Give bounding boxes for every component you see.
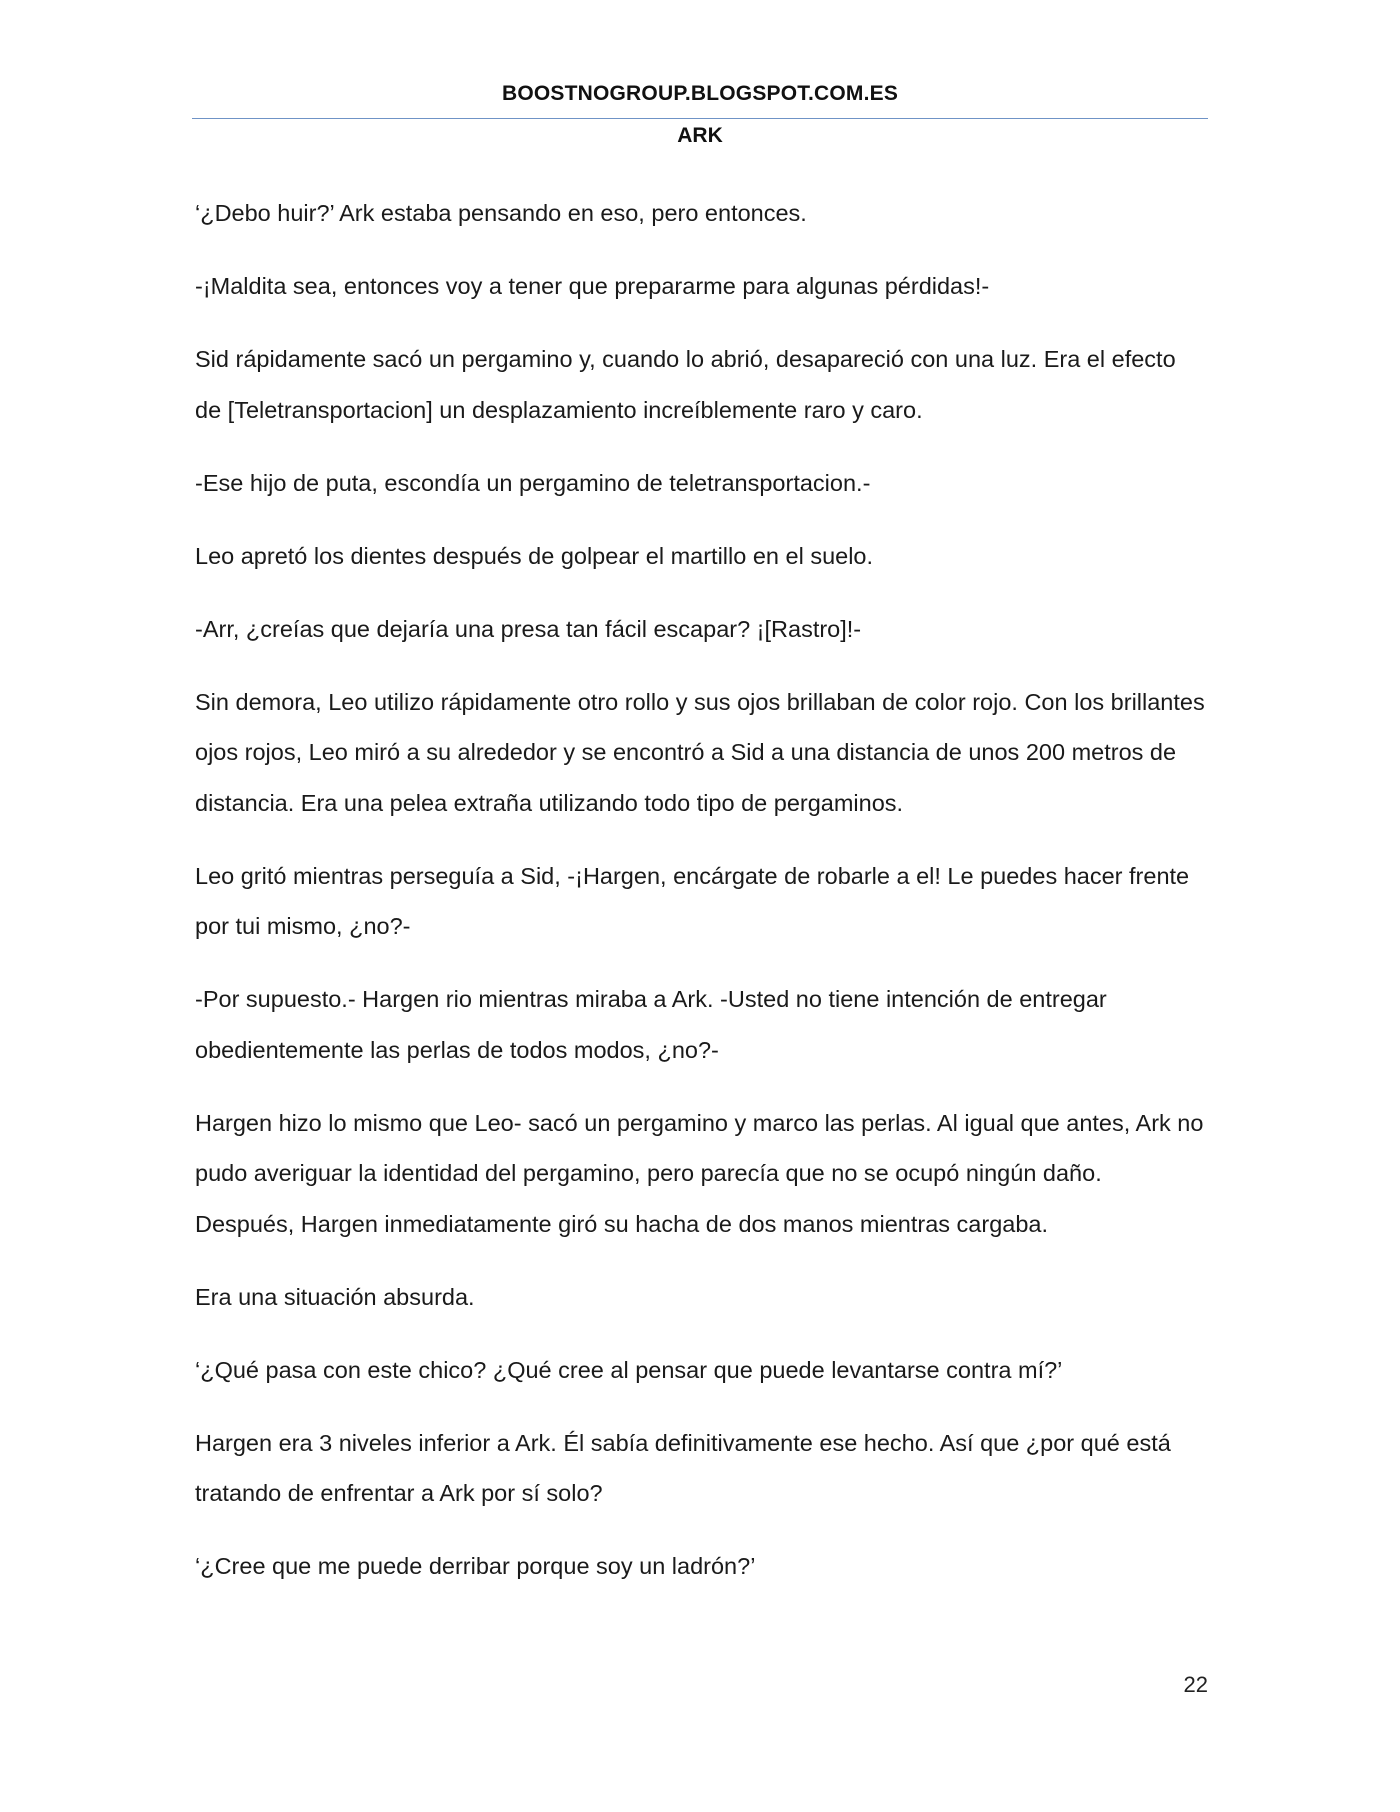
paragraph: ‘¿Qué pasa con este chico? ¿Qué cree al pensar que puede levantarse contra mí?’ — [195, 1356, 1063, 1383]
page-number: 22 — [1183, 1672, 1208, 1697]
paragraph: Leo apretó los dientes después de golpear el martillo en el suelo. — [195, 542, 874, 569]
paragraph: -Por supuesto.- Hargen rio mientras miraba a Ark. -Usted no tiene intención de entregar obedientemente las perlas de todos modos, ¿no?- — [195, 986, 1107, 1063]
paragraph: Leo gritó mientras perseguía a Sid, -¡Hargen, encárgate de robarle a el! Le puedes hacer frente por tui mismo, ¿no?- — [195, 862, 1190, 939]
body-text — [195, 188, 1205, 1614]
paragraph: -¡Maldita sea, entonces voy a tener que prepararme para algunas pérdidas!- — [195, 273, 990, 299]
paragraph: Hargen hizo lo mismo que Leo- sacó un pergamino y marco las perlas. Al igual que antes, Ark no pudo averiguar la identidad del pergamino, pero parecía que no se ocupó ningún daño. Después, Hargen inmediatamente giró su hacha de dos manos mientras cargaba. — [195, 1109, 1204, 1237]
header-divider — [192, 118, 1208, 119]
paragraph: -Ese hijo de puta, escondía un pergamino de teletransportacion.- — [195, 469, 871, 496]
paragraph: Sin demora, Leo utilizo rápidamente otro rollo y sus ojos brillaban de color rojo. Con los brillantes ojos rojos, Leo miró a su alrededor y se encontró a Sid a una distancia de unos 200 metros de distancia. Era una pelea extraña utilizando todo tipo de pergaminos. — [195, 688, 1205, 816]
paragraph: Hargen era 3 niveles inferior a Ark. Él sabía definitivamente ese hecho. Así que ¿por qué está tratando de enfrentar a Ark por sí solo? — [195, 1429, 1171, 1506]
paragraph: Sid rápidamente sacó un pergamino y, cuando lo abrió, desapareció con una luz. Era el efecto de [Teletransportacion] un desplazamiento increíblemente raro y caro. — [195, 346, 1176, 423]
header-site-url: BOOSTNOGROUP.BLOGSPOT.COM.ES — [501, 82, 899, 105]
header-title: ARK — [677, 124, 723, 147]
paragraph: Era una situación absurda. — [195, 1283, 475, 1310]
paragraph: ‘¿Cree que me puede derribar porque soy un ladrón?’ — [195, 1553, 756, 1579]
paragraph: -Arr, ¿creías que dejaría una presa tan fácil escapar? ¡[Rastro]!- — [195, 615, 862, 642]
paragraph: ‘¿Debo huir?’ Ark estaba pensando en eso, pero entonces. — [195, 200, 807, 226]
